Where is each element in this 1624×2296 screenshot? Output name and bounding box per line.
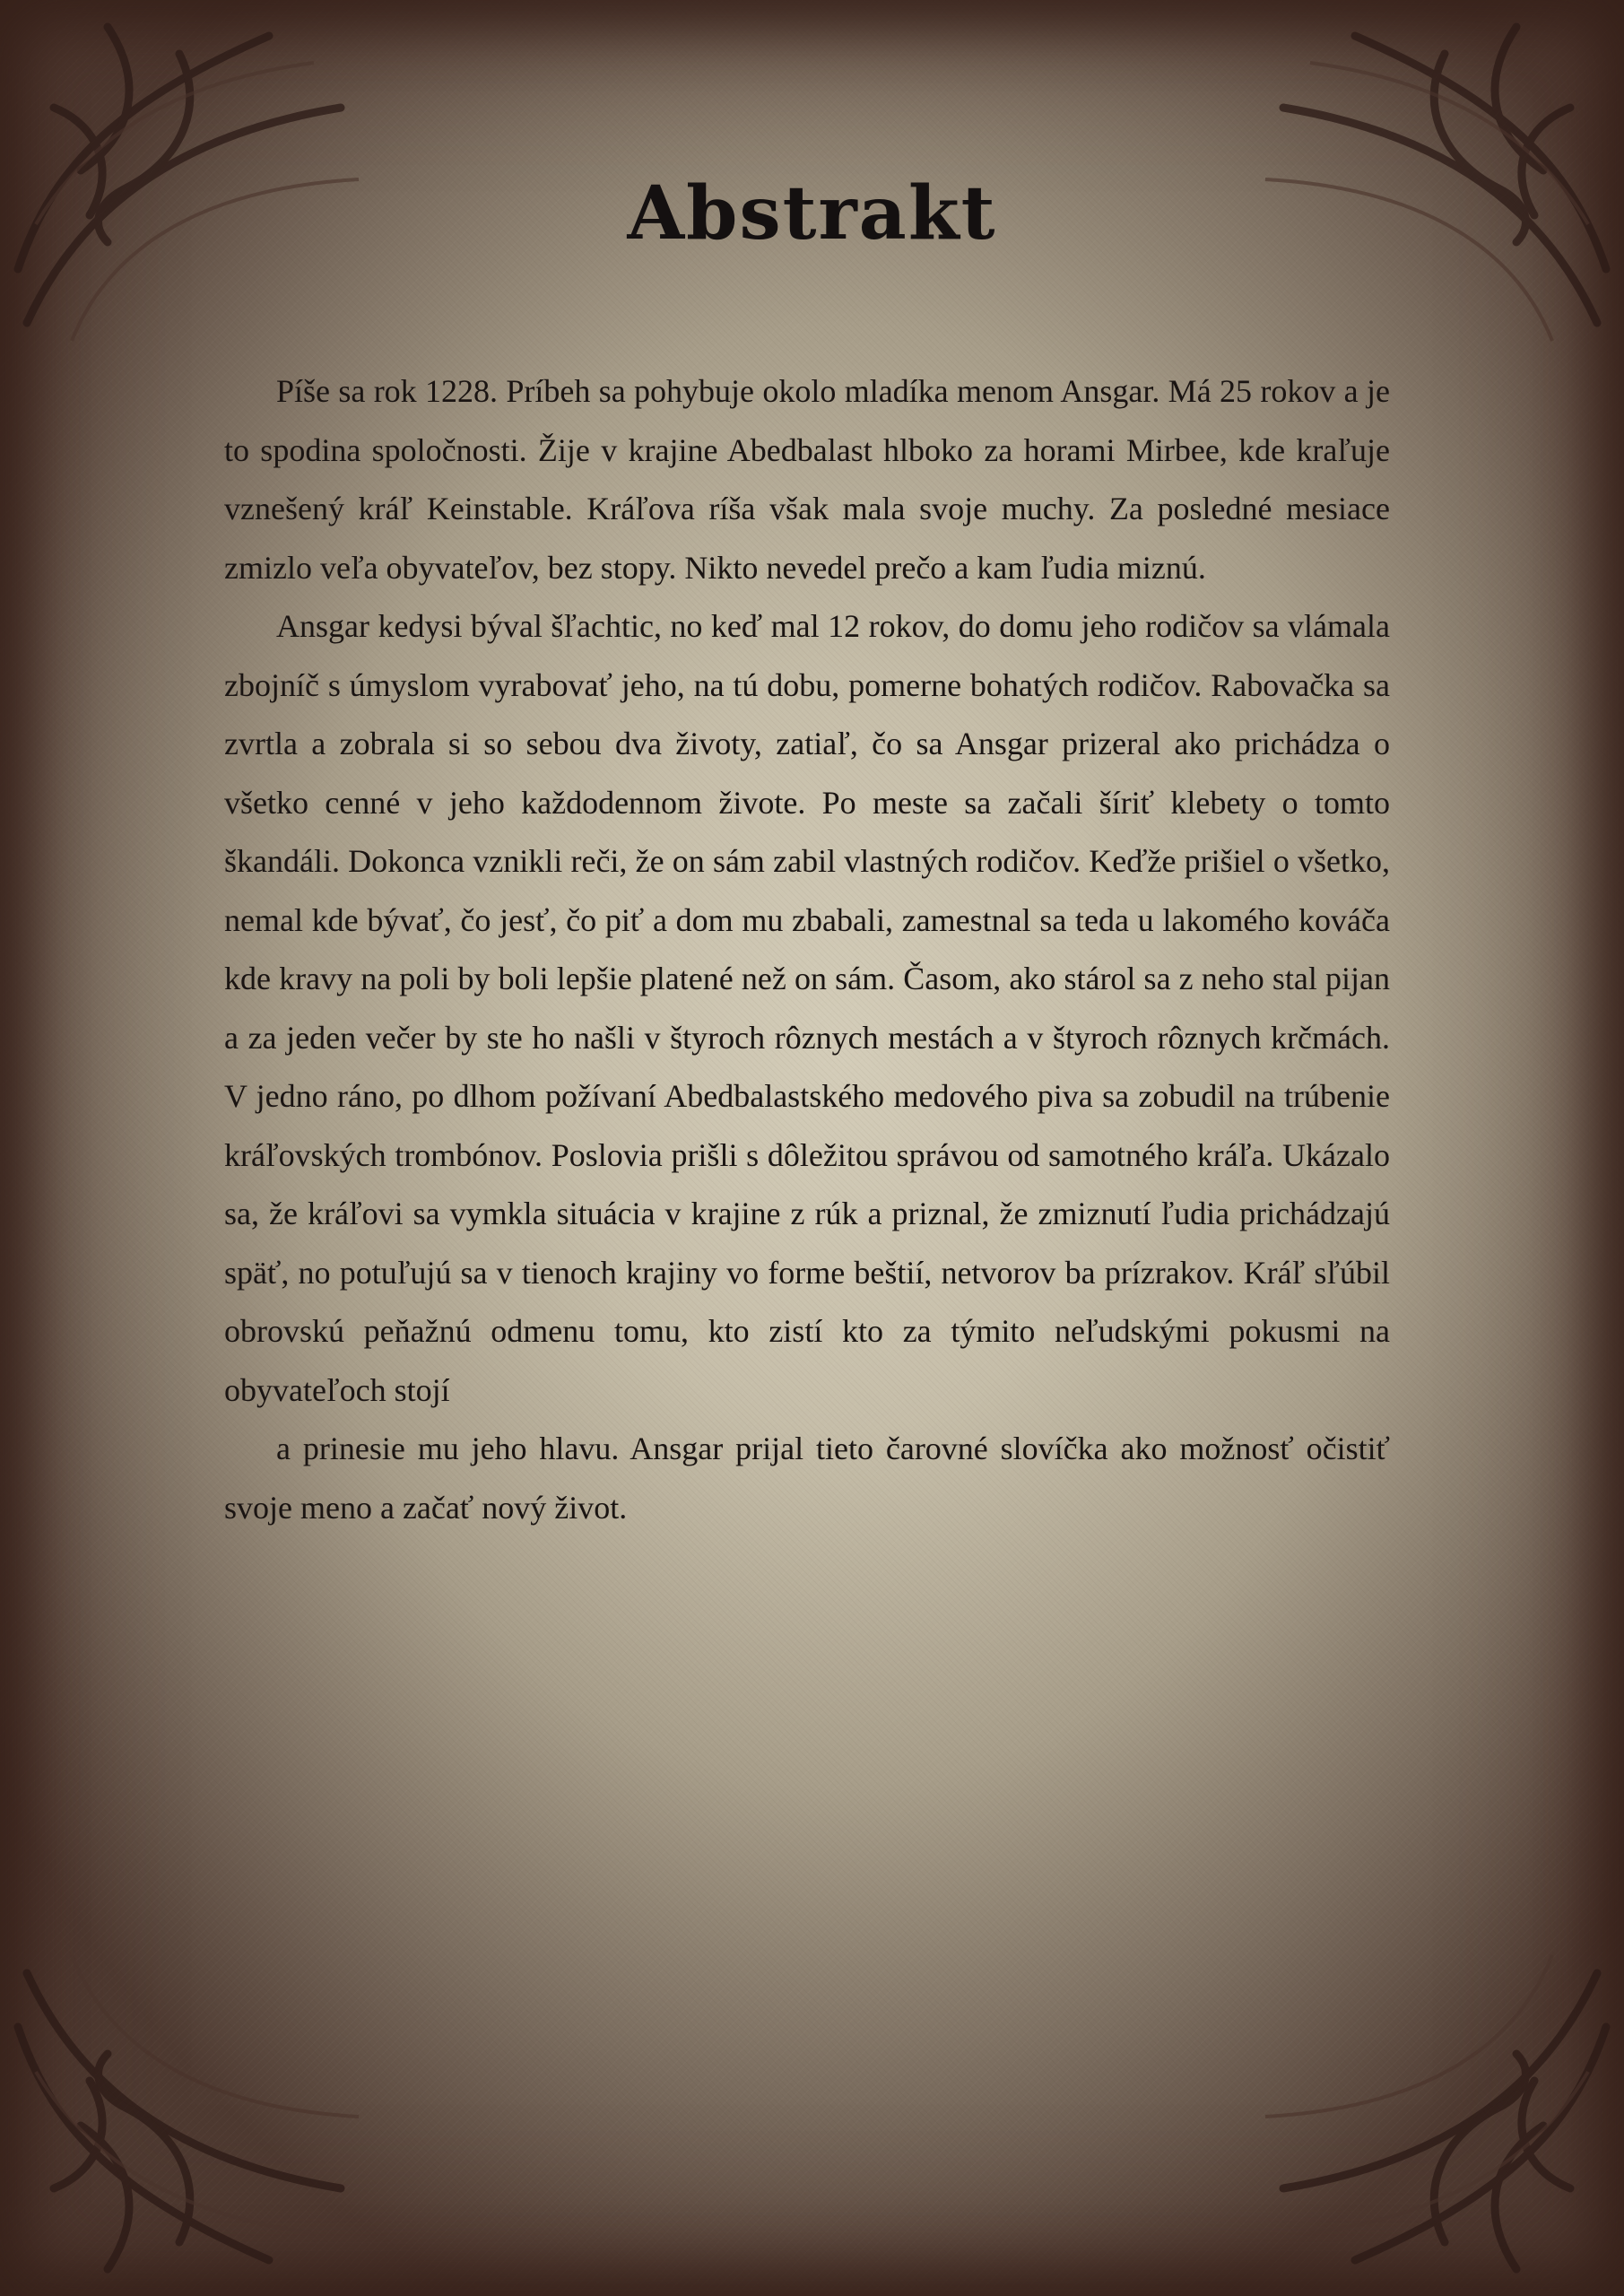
abstract-body bbox=[224, 362, 1390, 1537]
corner-ornament-bottom-right bbox=[1247, 1919, 1624, 2296]
paragraph-2: Ansgar kedysi býval šľachtic, no keď mal 12 rokov, do domu jeho rodičov sa vlámala zbojníč s úmyslom vyrabovať jeho, na tú dobu, pomerne bohatých rodičov. Rabovačka sa zvrtla a zobrala si so sebou dva životy, zatiaľ, čo sa Ansgar prizeral ako prichádza o všetko cenné v jeho každodennom živote. Po meste sa začali šíriť klebety o tomto škandáli. Dokonca vznikli reči, že on sám zabil vlastných rodičov. Keďže prišiel o všetko, nemal kde bývať, čo jesť, čo piť a dom mu zbabali, zamestnal sa teda u lakomého kováča kde kravy na poli by boli lepšie platené než on sám. Časom, ako stárol sa z neho stal pijan a za jeden večer by ste ho našli v štyroch rôznych mestách a v štyroch rôznych krčmách. V jedno ráno, po dlhom požívaní Abedbalastského medového piva sa zobudil na trúbenie kráľovských trombónov. Poslovia prišli s dôležitou správou od samotného kráľa. Ukázalo sa, že kráľovi sa vymkla situácia v krajine z rúk a priznal, že zmiznutí ľudia prichádzajú späť, no potuľujú sa v tienoch krajiny vo forme beštií, netvorov ba prízrakov. Kráľ sľúbil obrovskú peňažnú odmenu tomu, kto zistí kto za týmito neľudskými pokusmi na obyvateľoch stojí bbox=[224, 608, 1390, 1408]
page-title: Abstrakt bbox=[627, 170, 997, 257]
paragraph-3: a prinesie mu jeho hlavu. Ansgar prijal tieto čarovné slovíčka ako možnosť očistiť svoje meno a začať nový život. bbox=[224, 1431, 1390, 1526]
paragraph-1: Píše sa rok 1228. Príbeh sa pohybuje okolo mladíka menom Ansgar. Má 25 rokov a je to spodina spoločnosti. Žije v krajine Abedbalast hlboko za horami Mirbee, kde kraľuje vznešený kráľ Keinstable. Kráľova ríša však mala svoje muchy. Za posledné mesiace zmizlo veľa obyvateľov, bez stopy. Nikto nevedel prečo a kam ľudia miznú. bbox=[224, 373, 1390, 586]
corner-ornament-bottom-left bbox=[0, 1919, 377, 2296]
